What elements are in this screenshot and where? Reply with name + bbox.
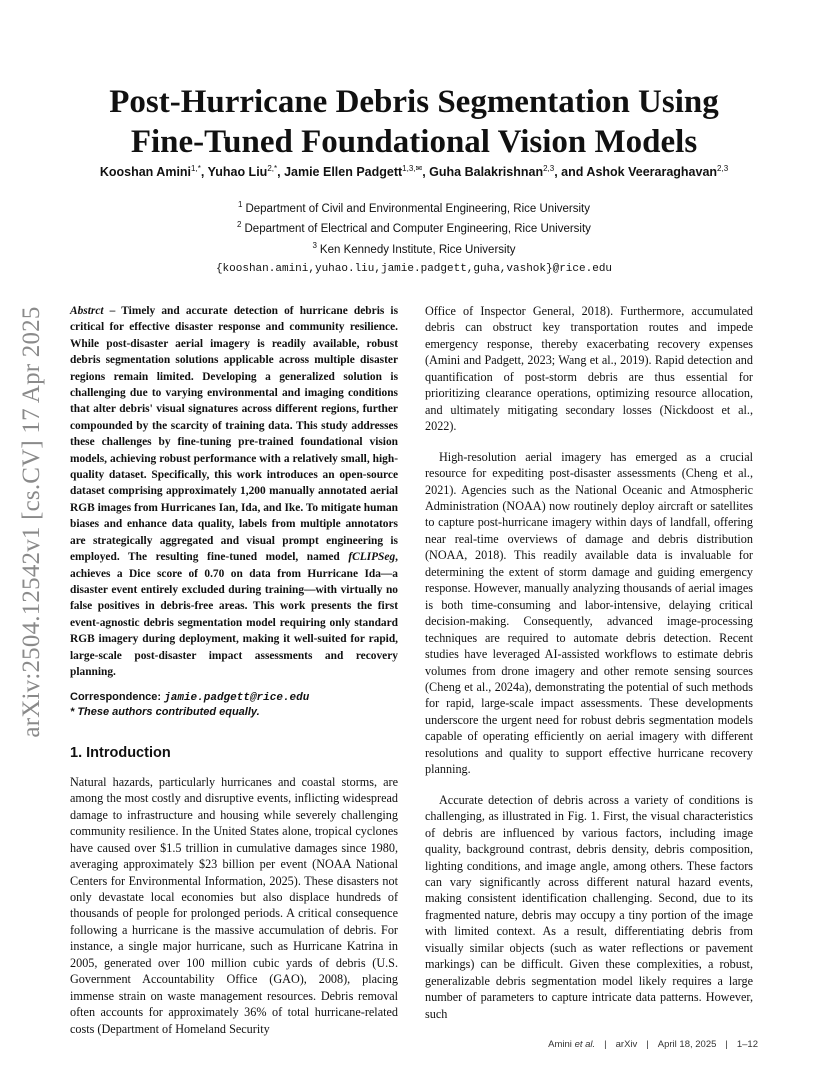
author-name: Kooshan Amini <box>99 165 192 180</box>
footer-date: April 18, 2025 <box>657 1039 717 1050</box>
author-affiliation-marker: 2,* <box>267 164 278 173</box>
author-separator: , and <box>554 165 587 180</box>
affiliation-number: 3 <box>312 241 317 250</box>
abstract-text: Timely and accurate detection of hurricane debris is critical for effective disaster response and community resilience. While post-disaster aerial imagery is readily available, robust debris segmentation solutions applicable across multiple disaster regions remain limited. Developing a generalized solution is challenging due to varying environmental and imaging conditions that alter debris' visual signatures across different regions, further compounded by the scarcity of training data. This study addresses these challenges by fine-tuning pre-trained foundational vision models, achieving robust performance with a relatively small, high-quality dataset. Specifically, this work introduces an open-source dataset comprising approximately 1,200 manually annotated aerial RGB images from Hurricanes Ian, Ida, and Ike. To mitigate human biases and enhance data quality, labels from multiple annotators are strategically aggregated and visual prompt engineering is employed. The resulting fine-tuned model, named <box>70 305 399 564</box>
right-column <box>425 303 753 1022</box>
correspondence <box>70 690 398 705</box>
correspondence-label: Correspondence: <box>70 691 165 704</box>
affiliation-number: 1 <box>238 200 243 209</box>
author-affiliation-marker: 2,3 <box>717 164 729 173</box>
title-line-1: Post-Hurricane Debris Segmentation Using <box>109 84 719 120</box>
left-column <box>70 303 398 1037</box>
intro-paragraph-3: Accurate detection of debris across a variety of conditions is challenging, as illustrated in Fig. 1. First, the visual characteristics of debris are influenced by various factors, including image quality, background contrast, debris density, debris composition, lighting conditions, and image angle, among others. These factors can vary significantly across different natural hazard events, making consistent identification challenging. Second, due to its fragmented nature, debris may occupy a tiny portion of the image with limited context. As a result, differentiating debris from visually similar objects (such as water reflections or pavement markings) can be difficult. Given these complexities, a robust, generalizable debris segmentation model likely requires a large number of parameters to capture intricate data patterns. However, such <box>425 792 753 1021</box>
author-separator: , <box>200 165 208 180</box>
author-separator: , <box>422 165 430 180</box>
footer-venue: arXiv <box>615 1039 638 1050</box>
author-name: Ashok Veeraraghavan <box>586 165 718 180</box>
abstract <box>70 303 398 680</box>
title-line-2: Fine-Tuned Foundational Vision Models <box>130 124 698 160</box>
author-affiliation-marker: 2,3 <box>543 164 555 173</box>
intro-paragraph-1: Natural hazards, particularly hurricanes and coastal storms, are among the most costly and disruptive events, inflicting widespread damage to infrastructure and housing while severely challenging community resilience. In the United States alone, tropical cyclones have caused over $1.5 trillion in cumulative damages since 1980, averaging approximately $23 billion per event (NOAA National Centers for Environmental Information, 2025). These disasters not only devastate local economies but also displace hundreds of thousands of people for prolonged periods. A critical consequence following a hurricane is the massive accumulation of debris. For instance, a single major hurricane, such as Hurricane Katrina in 2005, generated over 100 million cubic yards of debris (U.S. Government Accountability Office (GAO), 2008), placing immense strain on waste management resources. Debris removal often accounts for approximately 36% of total hurricane-related costs (Department of Homeland Security <box>70 774 398 1036</box>
author-affiliation-marker: 1,3,✉ <box>402 164 423 173</box>
author-list <box>60 164 768 179</box>
affiliation-3 <box>60 241 768 256</box>
paper-title <box>60 82 768 162</box>
section-heading-introduction: 1. Introduction <box>70 745 171 762</box>
footer-etal: et al. <box>574 1039 596 1050</box>
abstract-text-continued: , achieves a Dice score of 0.70 on data from Hurricane Ida—a disaster event entirely excluded during training—with virtually no false positives in debris-free areas. This work presents the first event-agnostic debris segmentation model requiring only standard RGB imagery during deployment, making it well-suited for rapid, large-scale post-disaster impact assessments and recovery planning. <box>70 551 398 678</box>
arxiv-id-text: arXiv:2504.12542v1 [cs.CV] 17 Apr 2025 <box>18 306 45 738</box>
arxiv-identifier-stamp <box>14 287 50 757</box>
correspondence-email[interactable]: jamie.padgett@rice.edu <box>164 692 310 705</box>
author-name: Jamie Ellen Padgett <box>284 165 403 180</box>
author-name: Guha Balakrishnan <box>429 165 544 180</box>
author-emails: {kooshan.amini,yuhao.liu,jamie.padgett,guha,vashok}@rice.edu <box>215 263 613 275</box>
intro-paragraph-2: High-resolution aerial imagery has emerged as a crucial resource for expediting post-disaster assessments (Cheng et al., 2021). Agencies such as the National Oceanic and Atmospheric Administration (NOAA) now routinely deploy aircraft or satellites to capture post-hurricane imagery within days of landfall, offering near real-time overviews of damage and debris distribution (NOAA, 2018). This readily available data is invaluable for determining the extent of storm damage and guiding emergency response. However, manually analyzing thousands of aerial images is both time-consuming and labor-intensive, delaying critical decision-making. Consequently, advanced image-processing techniques are required to automate debris detection. Recent studies have leveraged AI-assisted workflows to estimate debris volumes from drone imagery and other remote sensing sources (Cheng et al., 2024a), demonstrating the potential of such methods for rapid, large-scale impact assessments. These developments underscore the urgent need for robust debris segmentation models capable of operating efficiently on aerial imagery with different resolutions and quality to support effective hurricane recovery planning. <box>425 449 753 777</box>
affiliation-number: 2 <box>237 220 242 229</box>
affiliation-text: Department of Electrical and Computer Engineering, Rice University <box>244 222 591 235</box>
page-footer: Amini et al. | arXiv | April 18, 2025 | 1–12 <box>548 1039 758 1050</box>
footer-authors: Amini <box>548 1039 575 1050</box>
abstract-dash: – <box>103 305 122 317</box>
affiliation-2 <box>60 220 768 235</box>
author-affiliation-marker: 1,* <box>191 164 201 173</box>
model-name: fCLIPSeg <box>348 551 396 564</box>
intro-paragraph-continued: Office of Inspector General, 2018). Furthermore, accumulated debris can obstruct key transportation routes and impede emergency response, thereby exacerbating recovery expenses (Amini and Padgett, 2023; Wang et al., 2019). Rapid detection and quantification of post-storm debris are thus essential for prioritizing clearance operations, optimizing resource allocation, and ultimately mitigating secondary losses (Nickdoost et al., 2022). <box>425 304 753 434</box>
author-separator: , <box>277 165 285 180</box>
affiliation-text: Department of Civil and Environmental Engineering, Rice University <box>245 202 590 215</box>
footer-page-number: 1–12 <box>736 1039 758 1050</box>
equal-contribution-note: * These authors contributed equally. <box>70 706 260 719</box>
abstract-label: Abstrct <box>70 305 104 317</box>
author-name: Yuhao Liu <box>207 165 268 180</box>
affiliation-text: Ken Kennedy Institute, Rice University <box>319 243 516 256</box>
affiliation-1 <box>60 200 768 215</box>
